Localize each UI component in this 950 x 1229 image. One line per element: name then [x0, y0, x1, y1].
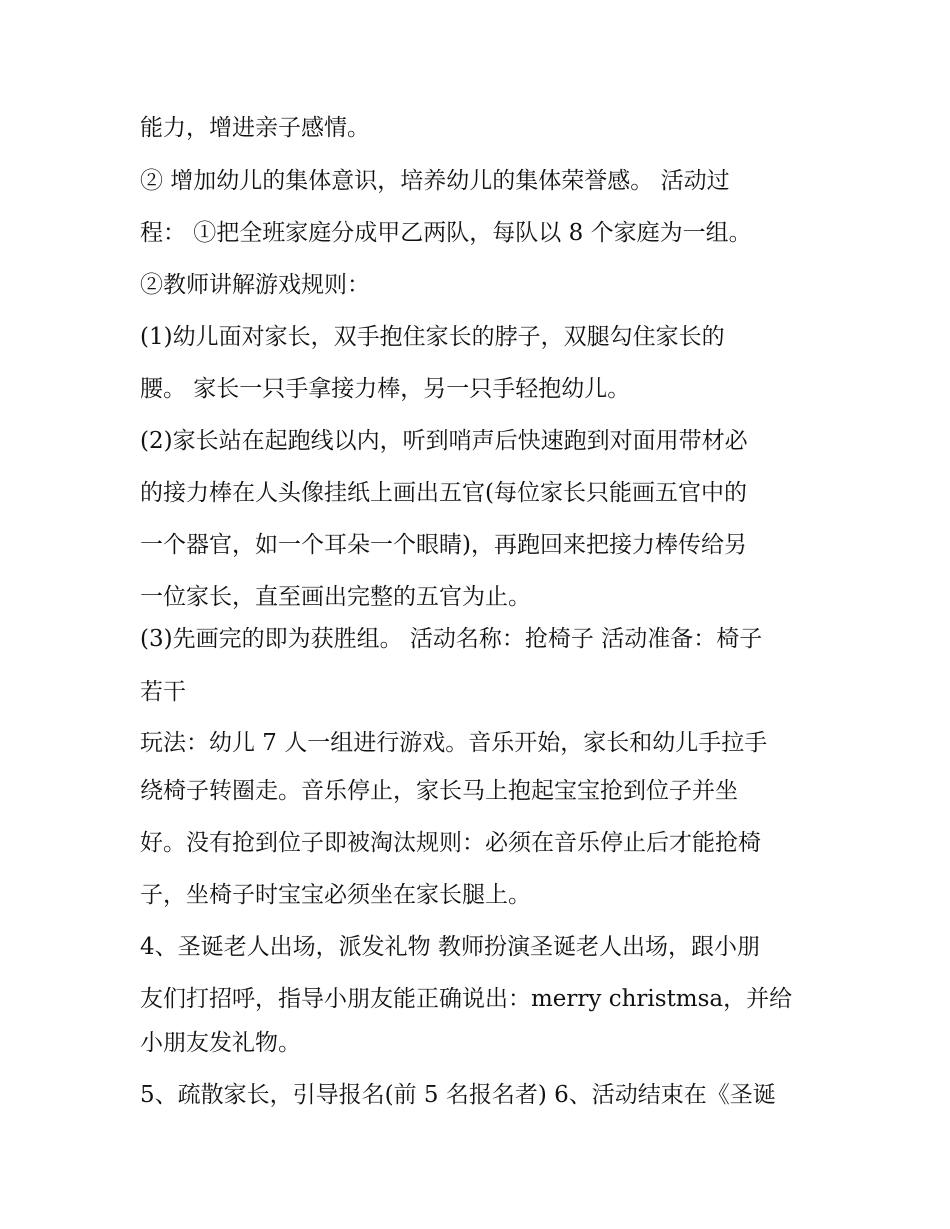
text-line: 能力，增进亲子感情。	[140, 115, 370, 141]
text-line: 一位家长，直至画出完整的五官为止。	[140, 584, 531, 610]
text-line: 程： ①把全班家庭分成甲乙两队，每队以 8 个家庭为一组。	[140, 220, 752, 246]
text-line: (2)家长站在起跑线以内，听到哨声后快速跑到对面用带材必	[140, 428, 748, 454]
text-line: ② 增加幼儿的集体意识，培养幼儿的集体荣誉感。 活动过	[140, 168, 730, 194]
text-line: 的接力棒在人头像挂纸上画出五官(每位家长只能画五官中的	[140, 480, 747, 506]
text-line: (3)先画完的即为获胜组。 活动名称：抢椅子 活动准备：椅子	[140, 626, 763, 652]
text-line: 玩法：幼儿 7 人一组进行游戏。音乐开始，家长和幼儿手拉手	[140, 730, 768, 756]
text-line: (1)幼儿面对家长，双手抱住家长的脖子，双腿勾住家长的	[140, 324, 725, 350]
text-line: 友们打招呼，指导小朋友能正确说出：merry christmsa，并给	[140, 986, 793, 1012]
text-line: ②教师讲解游戏规则：	[140, 272, 370, 298]
text-line: 5、疏散家长，引导报名(前 5 名报名者) 6、活动结束在《圣诞	[140, 1082, 776, 1108]
text-line: 小朋友发礼物。	[140, 1030, 301, 1056]
text-line: 好。没有抢到位子即被淘汰规则：必须在音乐停止后才能抢椅	[140, 830, 761, 856]
text-line: 4、圣诞老人出场，派发礼物 教师扮演圣诞老人出场，跟小朋	[140, 934, 760, 960]
text-line: 若干	[140, 679, 186, 705]
text-line: 腰。 家长一只手拿接力棒，另一只手轻抱幼儿。	[140, 376, 631, 402]
text-line: 一个器官，如一个耳朵一个眼睛)，再跑回来把接力棒传给另	[140, 532, 747, 558]
text-line: 绕椅子转圈走。音乐停止，家长马上抱起宝宝抢到位子并坐	[140, 778, 738, 804]
text-line: 子，坐椅子时宝宝必须坐在家长腿上。	[140, 882, 531, 908]
